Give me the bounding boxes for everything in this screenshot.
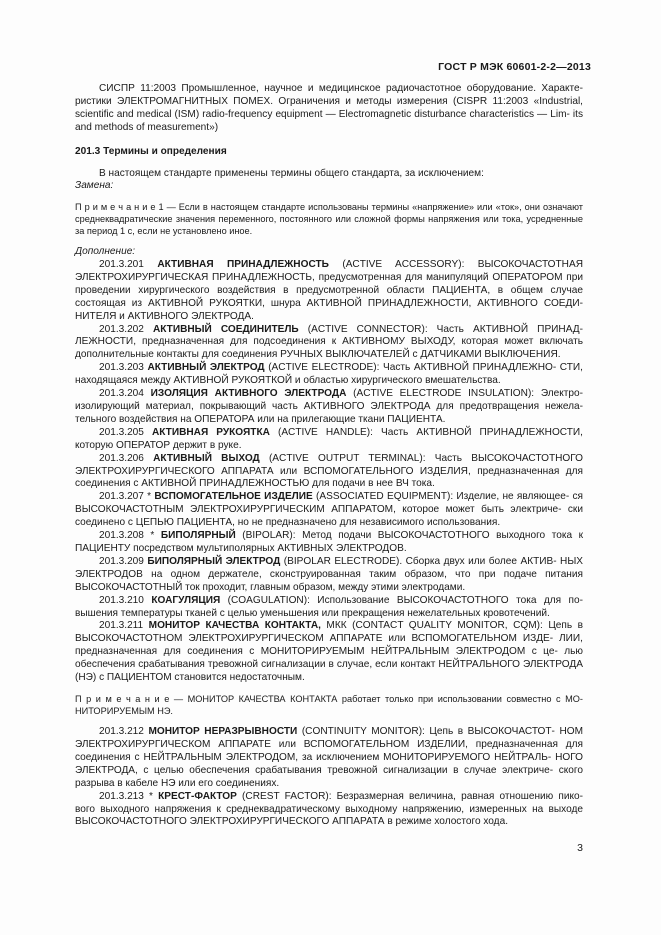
term-number: 201.3.210 [99, 594, 152, 606]
term-number: 201.3.209 [99, 555, 148, 567]
term-206 [75, 453, 583, 492]
term-name: БИПОЛЯРНЫЙ ЭЛЕКТРОД [147, 555, 281, 567]
terms-list-continued [75, 726, 583, 829]
note-2-text: — МОНИТОР КАЧЕСТВА КОНТАКТА работает только при использовании совместно с МО- НИТОРИРУЕМЫМ НЭ. [75, 693, 583, 716]
term-name: МОНИТОР НЕРАЗРЫВНОСТИ [148, 726, 298, 738]
term-name: КОАГУЛЯЦИЯ [151, 594, 221, 606]
note-1-label: П р и м е ч а н и е 1 [75, 202, 164, 213]
term-number: 201.3.206 [99, 452, 154, 464]
term-definition: (ASSOCIATED EQUIPMENT): Изделие, не являющее- ся ВЫСОКОЧАСТОТНЫМ ЭЛЕКТРОХИРУРГИЧЕСКИМ АППАРАТОМ, которое может быть электриче- ски соединено с ЦЕПЬЮ ПАЦИЕНТА, но не предназначено для независимого использования. [75, 491, 583, 529]
term-name: МОНИТОР КАЧЕСТВА КОНТАКТА, [148, 620, 321, 632]
term-number: 201.3.202 [99, 323, 153, 335]
term-number: 201.3.212 [99, 726, 149, 738]
term-number: 201.3.207 * [99, 491, 155, 503]
term-definition: (ACTIVE OUTPUT TERMINAL): Часть ВЫСОКОЧАСТОТНОГО ЭЛЕКТРОХИРУРГИЧЕСКОГО АППАРАТА или ВСПОМОГАТЕЛЬНОГО ИЗДЕЛИЯ, предназначенная для соединения с АКТИВНОЙ ПРИНАДЛЕЖНОСТЬЮ для подачи в нее ВЧ тока. [75, 452, 583, 490]
term-definition: (CONTINUITY MONITOR): Цепь в ВЫСОКОЧАСТОТ- НОМ ЭЛЕКТРОХИРУРГИЧЕСКОМ АППАРАТЕ или ВСПОМОГАТЕЛЬНОМ ИЗДЕЛИИ, предназначенная для соединения с НЕЙТРАЛЬНЫМ ЭЛЕКТРОДОМ, за исключением МОНИТОРИРУЕМОГО НЕЙТРАЛЬ- НОГО ЭЛЕКТРОДА, с целью обеспечения срабатывания тревожной сигнализации в случае электриче- ского разрыва в кабеле НЭ или его соединениях. [75, 726, 583, 789]
term-definition: (ACTIVE CONNECTOR): Часть АКТИВНОЙ ПРИНАД- ЛЕЖНОСТИ, предназначенная для подсоединения к АКТИВНОМУ ВЫХОДУ, которая может включать дополнительные контакты для соединения РУЧНЫХ ВЫКЛЮЧАТЕЛЕЙ с ДАТЧИКАМИ ВЫКЛЮЧЕНИЯ. [75, 323, 583, 361]
term-209 [75, 556, 583, 595]
term-definition: (BIPOLAR): Метод подачи ВЫСОКОЧАСТОТНОГО выходного тока к ПАЦИЕНТУ посредством мультиполярных АКТИВНЫХ ЭЛЕКТРОДОВ. [75, 530, 584, 554]
term-definition: (COAGULATION): Использование ВЫСОКОЧАСТОТНОГО тока для по- вышения температуры тканей с целью уменьшения или прекращения нежелательных кровотечений. [75, 594, 583, 619]
term-name: ВСПОМОГАТЕЛЬНОЕ ИЗДЕЛИЕ [154, 491, 313, 503]
term-name: АКТИВНАЯ РУКОЯТКА [151, 426, 270, 438]
term-207 [75, 491, 583, 530]
term-name: КРЕСТ-ФАКТОР [158, 790, 237, 802]
term-name: АКТИВНЫЙ ЭЛЕКТРОД [147, 362, 265, 374]
term-211 [75, 620, 583, 685]
term-number: 201.3.204 [99, 388, 151, 400]
term-204 [75, 388, 583, 427]
page-content [75, 83, 583, 829]
note-2 [75, 694, 583, 717]
term-definition: (ACTIVE ELECTRODE INSULATION): Электро- изолирующий материал, покрывающий часть АКТИВНОГО ЭЛЕКТРОДА для предотвращения нежела- тельного воздействия на ОПЕРАТОРА или на прилегающие ткани ПАЦИЕНТА. [75, 388, 584, 425]
term-name: ИЗОЛЯЦИЯ АКТИВНОГО ЭЛЕКТРОДА [150, 388, 347, 400]
term-212 [75, 726, 583, 791]
term-definition: (ACTIVE HANDLE): Часть АКТИВНОЙ ПРИНАДЛЕЖНОСТИ, которую ОПЕРАТОР держит в руке. [75, 426, 583, 451]
term-201 [75, 259, 583, 324]
term-number: 201.3.213 * [99, 790, 159, 802]
term-number: 201.3.201 [99, 259, 158, 271]
term-definition: (ACTIVE ACCESSORY): ВЫСОКОЧАСТОТНАЯ ЭЛЕКТРОХИРУРГИЧЕСКАЯ ПРИНАДЛЕЖНОСТЬ, предусмотренная для манипуляций ОПЕРАТОРОМ при проведении хирургического воздействия в предусмотренной области ПАЦИЕНТА, в общем случае состоящая из АКТИВНОЙ РУКОЯТКИ, шнура АКТИВНОЙ ПРИНАДЛЕЖНОСТИ, АКТИВНОГО СОЕДИ- НИТЕЛЯ и АКТИВНОГО ЭЛЕКТРОДА. [75, 259, 583, 322]
term-213 [75, 791, 583, 830]
term-number: 201.3.205 [99, 426, 152, 438]
term-definition: (ACTIVE ELECTRODE): Часть АКТИВНОЙ ПРИНАДЛЕЖНО- СТИ, находящаяся между АКТИВНОЙ РУКОЯТКОЙ и областью хирургического вмешательства. [75, 362, 583, 387]
section-title: 201.3 Термины и определения [75, 145, 227, 157]
term-205 [75, 427, 583, 453]
note-1-text: — Если в настоящем стандарте использованы термины «напряжение» или «ток», они означают среднеквадратические значения переменного, постоянного или сложной формы напряжения или тока, усредненные за период 1 с, если не установлено иное. [75, 202, 583, 236]
terms-list [75, 259, 583, 685]
term-name: АКТИВНЫЙ СОЕДИНИТЕЛЬ [152, 323, 299, 335]
term-202 [75, 324, 583, 363]
page-number: 3 [577, 842, 583, 854]
applied-paragraph: В настоящем стандарте применены термины общего стандарта, за исключением: [99, 167, 484, 179]
term-name: БИПОЛЯРНЫЙ [160, 530, 236, 542]
term-number: 201.3.203 [99, 362, 148, 374]
standard-header: ГОСТ Р МЭК 60601-2-2—2013 [438, 61, 591, 73]
addition-label: Дополнение: [75, 246, 136, 258]
term-203 [75, 362, 583, 388]
note-1 [75, 202, 583, 237]
term-number: 201.3.208 * [99, 530, 161, 542]
term-definition: МКК (CONTACT QUALITY MONITOR, CQM): Цепь в ВЫСОКОЧАСТОТНОМ ЭЛЕКТРОХИРУРГИЧЕСКОМ АППАРАТЕ или ВСПОМОГАТЕЛЬНОМ ИЗДЕ- ЛИИ, предназначенная для соединения с МОНИТОРИРУЕМЫМ НЕЙТРАЛЬНЫМ ЭЛЕКТРОДОМ с це- лью обеспечения срабатывания тревожной сигнализации в случае, если контакт НЕЙТРАЛЬНОГО ЭЛЕКТРОДА (НЭ) с ПАЦИЕНТОМ становится недостаточным. [75, 620, 583, 684]
term-name: АКТИВНАЯ ПРИНАДЛЕЖНОСТЬ [157, 259, 329, 271]
term-210 [75, 595, 583, 621]
term-definition: (CREST FACTOR): Безразмерная величина, равная отношению пико- вого выходного напряжения к среднеквадратическому выходному напряжению, измеренных на выходе ВЫСОКОЧАСТОТНОГО ЭЛЕКТРОХИРУРГИЧЕСКОГО АППАРАТА в режиме холостого хода. [75, 790, 583, 828]
intro-paragraph: СИСПР 11:2003 Промышленное, научное и медицинское радиочастотное оборудование. Характе- ристики ЭЛЕКТРОМАГНИТНЫХ ПОМЕХ. Ограничения и методы измерения (CISPR 11:2003 «Industrial, scientific and medical (ISM) radio-frequency equipment — Electromagnetic disturbance characteristics — Lim- its and methods of measurement») [75, 83, 583, 133]
replace-label: Замена: [75, 180, 114, 192]
term-208 [75, 530, 583, 556]
term-name: АКТИВНЫЙ ВЫХОД [153, 452, 260, 464]
term-definition: (BIPOLAR ELECTRODE). Сборка двух или более АКТИВ- НЫХ ЭЛЕКТРОДОВ на одном держателе, сконструированная таким образом, что при подаче питания ВЫСОКОЧАСТОТНЫЙ ток проходит, главным образом, между этими электродами. [75, 555, 583, 593]
term-number: 201.3.211 [99, 620, 149, 632]
note-2-label: П р и м е ч а н и е [75, 693, 170, 704]
